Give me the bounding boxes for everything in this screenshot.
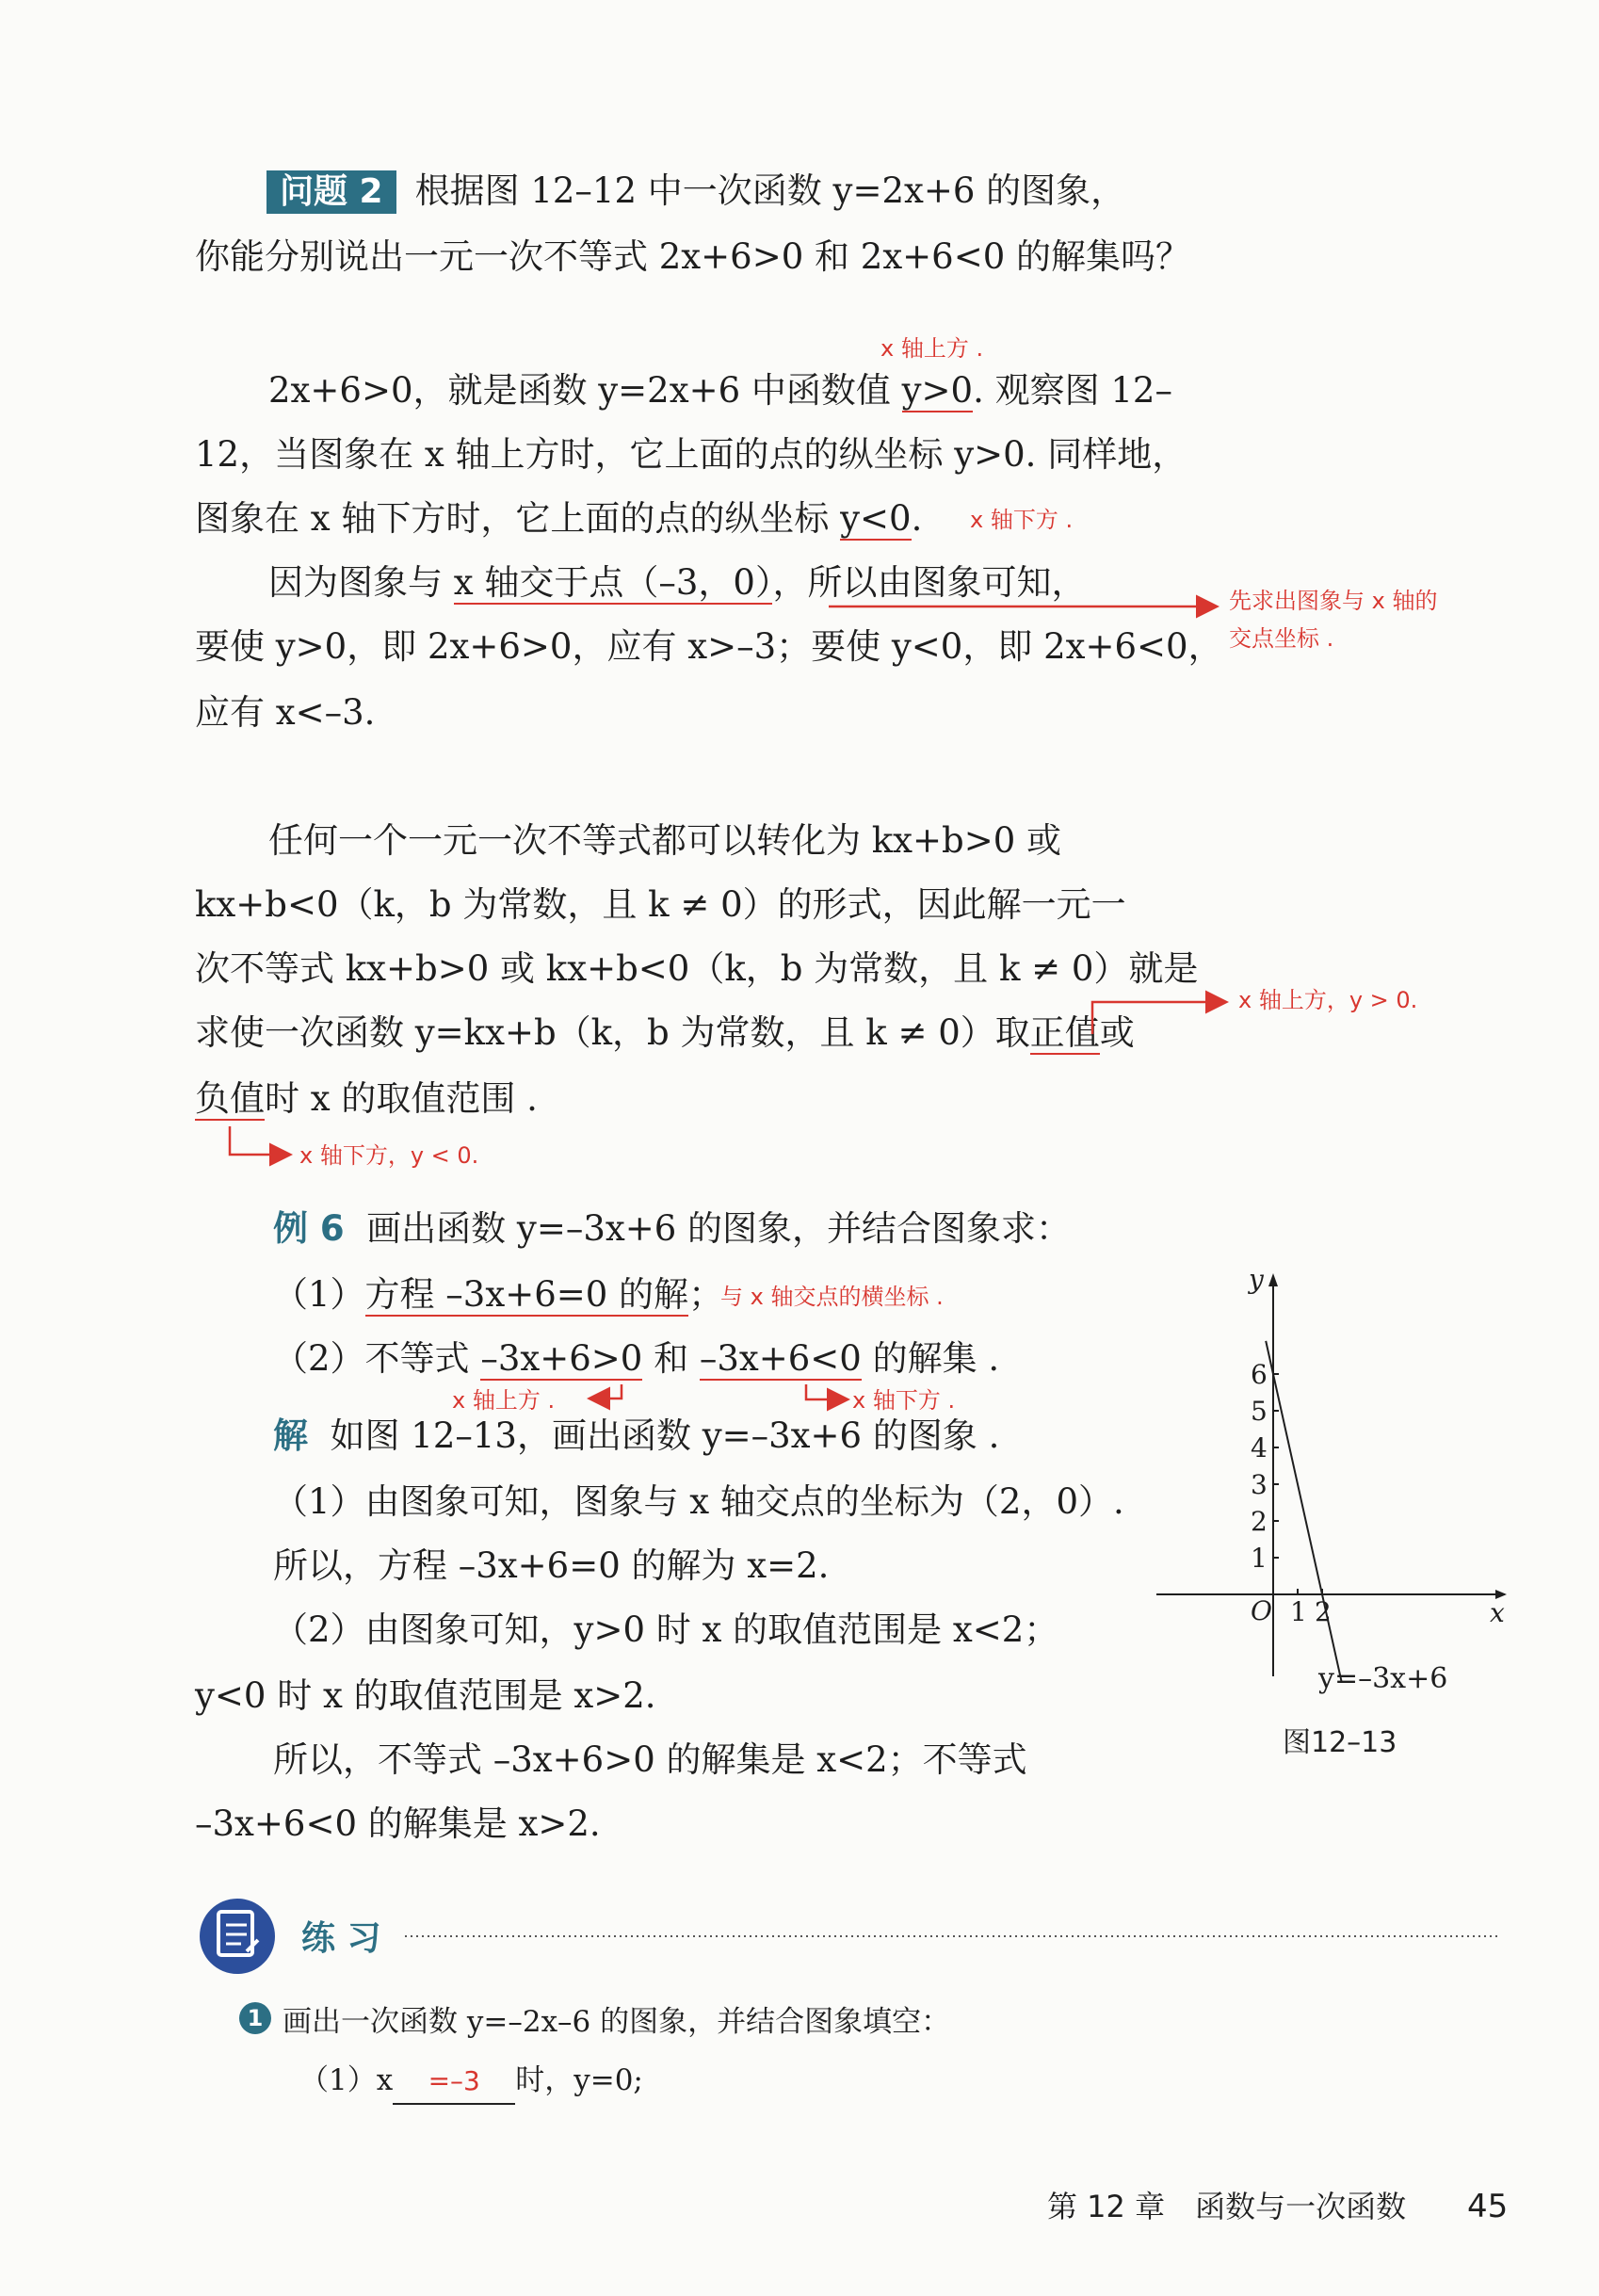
para2-line3: 次不等式 kx+b>0 或 kx+b<0（k，b 为常数，且 k ≠ 0）就是 (195, 948, 1199, 989)
para2-line2: kx+b<0（k，b 为常数，且 k ≠ 0）的形式，因此解一元一 (195, 884, 1126, 925)
solution-s2: 所以，方程 –3x+6=0 的解为 x=2. (273, 1545, 830, 1586)
solution-s4: y<0 时 x 的取值范围是 x>2. (195, 1675, 656, 1716)
solution-line: 解 如图 12–13，画出函数 y=–3x+6 的图象 . (273, 1415, 1000, 1456)
y-tick-label: 1 (1251, 1543, 1268, 1574)
example6-statement: 例 6 画出函数 y=–3x+6 的图象，并结合图象求： (273, 1208, 1072, 1249)
solution-s5: 所以，不等式 –3x+6>0 的解集是 x<2；不等式 (273, 1739, 1027, 1780)
practice-title: 练 习 (301, 1919, 381, 1958)
practice-p1: （1）x =–3 时，y=0; (299, 2059, 643, 2105)
problem2-line1: 问题 2 根据图 12–12 中一次函数 y=2x+6 的图象， (266, 170, 1125, 214)
para2-line1: 任何一个一元一次不等式都可以转化为 kx+b>0 或 (268, 820, 1062, 861)
y-tick-label: 5 (1251, 1396, 1268, 1427)
x-axis-label: x (1490, 1597, 1505, 1628)
x-tick-label: 1 (1290, 1596, 1307, 1627)
para1-line5: 要使 y>0，即 2x+6>0，应有 x>–3；要使 y<0，即 2x+6<0， (195, 626, 1223, 667)
page-number: 45 (1467, 2188, 1509, 2225)
practice-icon (200, 1899, 275, 1974)
para1-line4: 因为图象与 x 轴交于点（–3，0），所以由图象可知， (268, 562, 1087, 603)
annotation-intersection-line1: 先求出图象与 x 轴的 (1229, 588, 1438, 614)
annotation-q2-below: x 轴下方 . (852, 1387, 956, 1414)
y-tick-label: 3 (1251, 1469, 1268, 1500)
arrow-negative (230, 1126, 288, 1155)
arrow-q2-above (591, 1384, 622, 1399)
example6-q2: （2）不等式 –3x+6>0 和 –3x+6<0 的解集 . (273, 1338, 1000, 1379)
annotation-intersection-line2: 交点坐标 . (1229, 625, 1334, 652)
origin-label: O (1251, 1595, 1272, 1626)
y-axis-arrow (1268, 1273, 1278, 1286)
solution-s1: （1）由图象可知，图象与 x 轴交点的坐标为（2，0）. (273, 1481, 1124, 1522)
example6-label: 例 6 (273, 1208, 345, 1249)
practice-q1: 画出一次函数 y=–2x–6 的图象，并结合图象填空： (283, 2005, 951, 2039)
para2-line4: 求使一次函数 y=kx+b（k，b 为常数，且 k ≠ 0）取正值或 (195, 1012, 1135, 1053)
practice-p1-answer: =–3 (393, 2060, 515, 2105)
problem2-line2: 你能分别说出一元一次不等式 2x+6>0 和 2x+6<0 的解集吗？ (195, 236, 1191, 277)
para1-line3: 图象在 x 轴下方时，它上面的点的纵坐标 y<0. (195, 498, 923, 539)
figure-caption: 图12–13 (1283, 1726, 1397, 1759)
y-tick-label: 2 (1251, 1506, 1268, 1537)
solution-label: 解 (273, 1415, 308, 1456)
y-axis-label: y (1249, 1264, 1264, 1295)
annotation-below-axis: x 轴下方 . (970, 507, 1074, 533)
para2-line5: 负值时 x 的取值范围 . (195, 1078, 538, 1119)
annotation-above-axis: x 轴上方 . (880, 335, 984, 362)
figure-12-13 (1156, 1264, 1507, 1683)
y-tick-label: 4 (1251, 1432, 1268, 1463)
y-tick-label: 6 (1251, 1359, 1268, 1390)
figure-func-label: y=–3x+6 (1318, 1662, 1448, 1695)
solution-s3: （2）由图象可知，y>0 时 x 的取值范围是 x<2； (273, 1609, 1059, 1650)
para1-line6: 应有 x<–3. (195, 692, 376, 733)
arrow-positive (1092, 1002, 1224, 1034)
annotation-positive: x 轴上方，y > 0. (1238, 987, 1418, 1013)
annotation-negative: x 轴下方，y < 0. (299, 1142, 479, 1169)
para1-line1: 2x+6>0，就是函数 y=2x+6 中函数值 y>0. 观察图 12– (268, 370, 1172, 411)
footer-chapter: 第 12 章 函数与一次函数 (1047, 2189, 1407, 2224)
function-line (1266, 1341, 1342, 1683)
annotation-q2-above: x 轴上方 . (452, 1387, 556, 1414)
para1-line2: 12，当图象在 x 轴上方时，它上面的点的纵坐标 y>0. 同样地， (195, 434, 1187, 475)
arrow-q2-below (806, 1384, 846, 1399)
solution-s6: –3x+6<0 的解集是 x>2. (195, 1803, 601, 1844)
annotation-root: 与 x 轴交点的横坐标 . (720, 1284, 944, 1310)
x-tick-label: 2 (1315, 1596, 1332, 1627)
example6-q1: （1）方程 –3x+6=0 的解； (273, 1274, 724, 1315)
problem2-tag: 问题 2 (266, 170, 396, 214)
practice-number-badge: 1 (239, 2002, 271, 2034)
y-ticks (1251, 1359, 1279, 1574)
